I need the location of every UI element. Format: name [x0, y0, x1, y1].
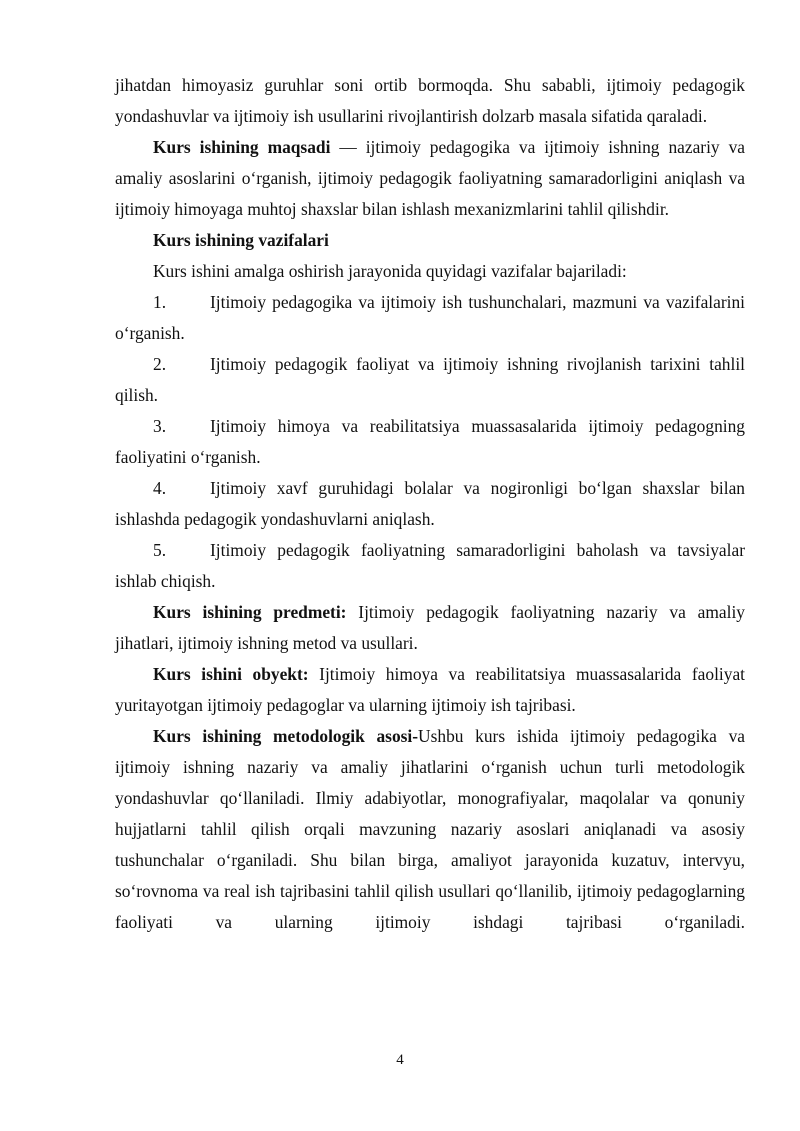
methodology-paragraph	[115, 721, 745, 938]
methodology-text: Ushbu kurs ishida ijtimoiy pedagogika va ijtimoiy ishning nazariy va amaliy jihatlarini o‘rganish uchun turli metodologik yondashuvlar qo‘llaniladi. Ilmiy adabiyotlar, monografiyalar, maqolalar va qonuniy hujjatlarni tahlil qilish orqali mavzuning nazariy asoslari aniqlanadi va asosiy tushunchalar o‘rganiladi. Shu bilan birga, amaliyot jarayonida kuzatuv, intervyu, so‘rovnoma va real ish tajribasini tahlil qilish usullari qo‘llanilib, ijtimoiy pedagoglarning faoliyati va ularning ijtimoiy ishdagi tajribasi o‘rganiladi.	[115, 726, 745, 932]
task-number: 4.	[153, 478, 167, 498]
task-number: 3.	[153, 416, 167, 436]
intro-paragraph: jihatdan himoyasiz guruhlar soni ortib bormoqda. Shu sababli, ijtimoiy pedagogik yondashuvlar va ijtimoiy ish usullarini rivojlantirish dolzarb masala sifatida qaraladi.	[115, 75, 745, 126]
goal-label: Kurs ishining maqsadi	[153, 137, 331, 157]
task-item-5	[115, 535, 745, 597]
task-number: 1.	[153, 292, 167, 312]
goal-paragraph	[115, 132, 745, 225]
task-text: Ijtimoiy pedagogika va ijtimoiy ish tushunchalari, mazmuni va vazifalarini o‘rganish.	[115, 292, 745, 343]
task-number: 5.	[153, 540, 167, 560]
task-item-3	[115, 411, 745, 473]
task-text: Ijtimoiy pedagogik faoliyat va ijtimoiy ishning rivojlanish tarixini tahlil qilish.	[115, 354, 745, 405]
object-label: Kurs ishini obyekt:	[153, 664, 309, 684]
tasks-heading: Kurs ishining vazifalari	[153, 230, 329, 250]
task-item-4	[115, 473, 745, 535]
object-paragraph	[115, 659, 745, 721]
methodology-label: Kurs ishining metodologik asosi-	[153, 726, 419, 746]
task-item-2	[115, 349, 745, 411]
page-number: 4	[396, 1052, 404, 1068]
document-page	[115, 70, 745, 938]
task-text: Ijtimoiy pedagogik faoliyatning samaradorligini baholash va tavsiyalar ishlab chiqish.	[115, 540, 745, 591]
tasks-intro: Kurs ishini amalga oshirish jarayonida quyidagi vazifalar bajariladi:	[153, 261, 627, 281]
task-text: Ijtimoiy himoya va reabilitatsiya muassasalarida ijtimoiy pedagogning faoliyatini o‘rganish.	[115, 416, 745, 467]
task-text: Ijtimoiy xavf guruhidagi bolalar va nogironligi bo‘lgan shaxslar bilan ishlashda pedagogik yondashuvlarni aniqlash.	[115, 478, 745, 529]
task-item-1	[115, 287, 745, 349]
object-text: Ijtimoiy himoya va reabilitatsiya muassasalarida faoliyat yuritayotgan ijtimoiy pedagoglar va ularning ijtimoiy ish tajribasi.	[115, 664, 745, 715]
subject-paragraph	[115, 597, 745, 659]
task-number: 2.	[153, 354, 167, 374]
subject-text: Ijtimoiy pedagogik faoliyatning nazariy va amaliy jihatlari, ijtimoiy ishning metod va usullari.	[115, 602, 745, 653]
goal-text: — ijtimoiy pedagogika va ijtimoiy ishning nazariy va amaliy asoslarini o‘rganish, ijtimoiy pedagogik faoliyatning samaradorligini aniqlash va ijtimoiy himoyaga muhtoj shaxslar bilan ishlash mexanizmlarini tahlil qilishdir.	[115, 137, 745, 219]
subject-label: Kurs ishining predmeti:	[153, 602, 347, 622]
